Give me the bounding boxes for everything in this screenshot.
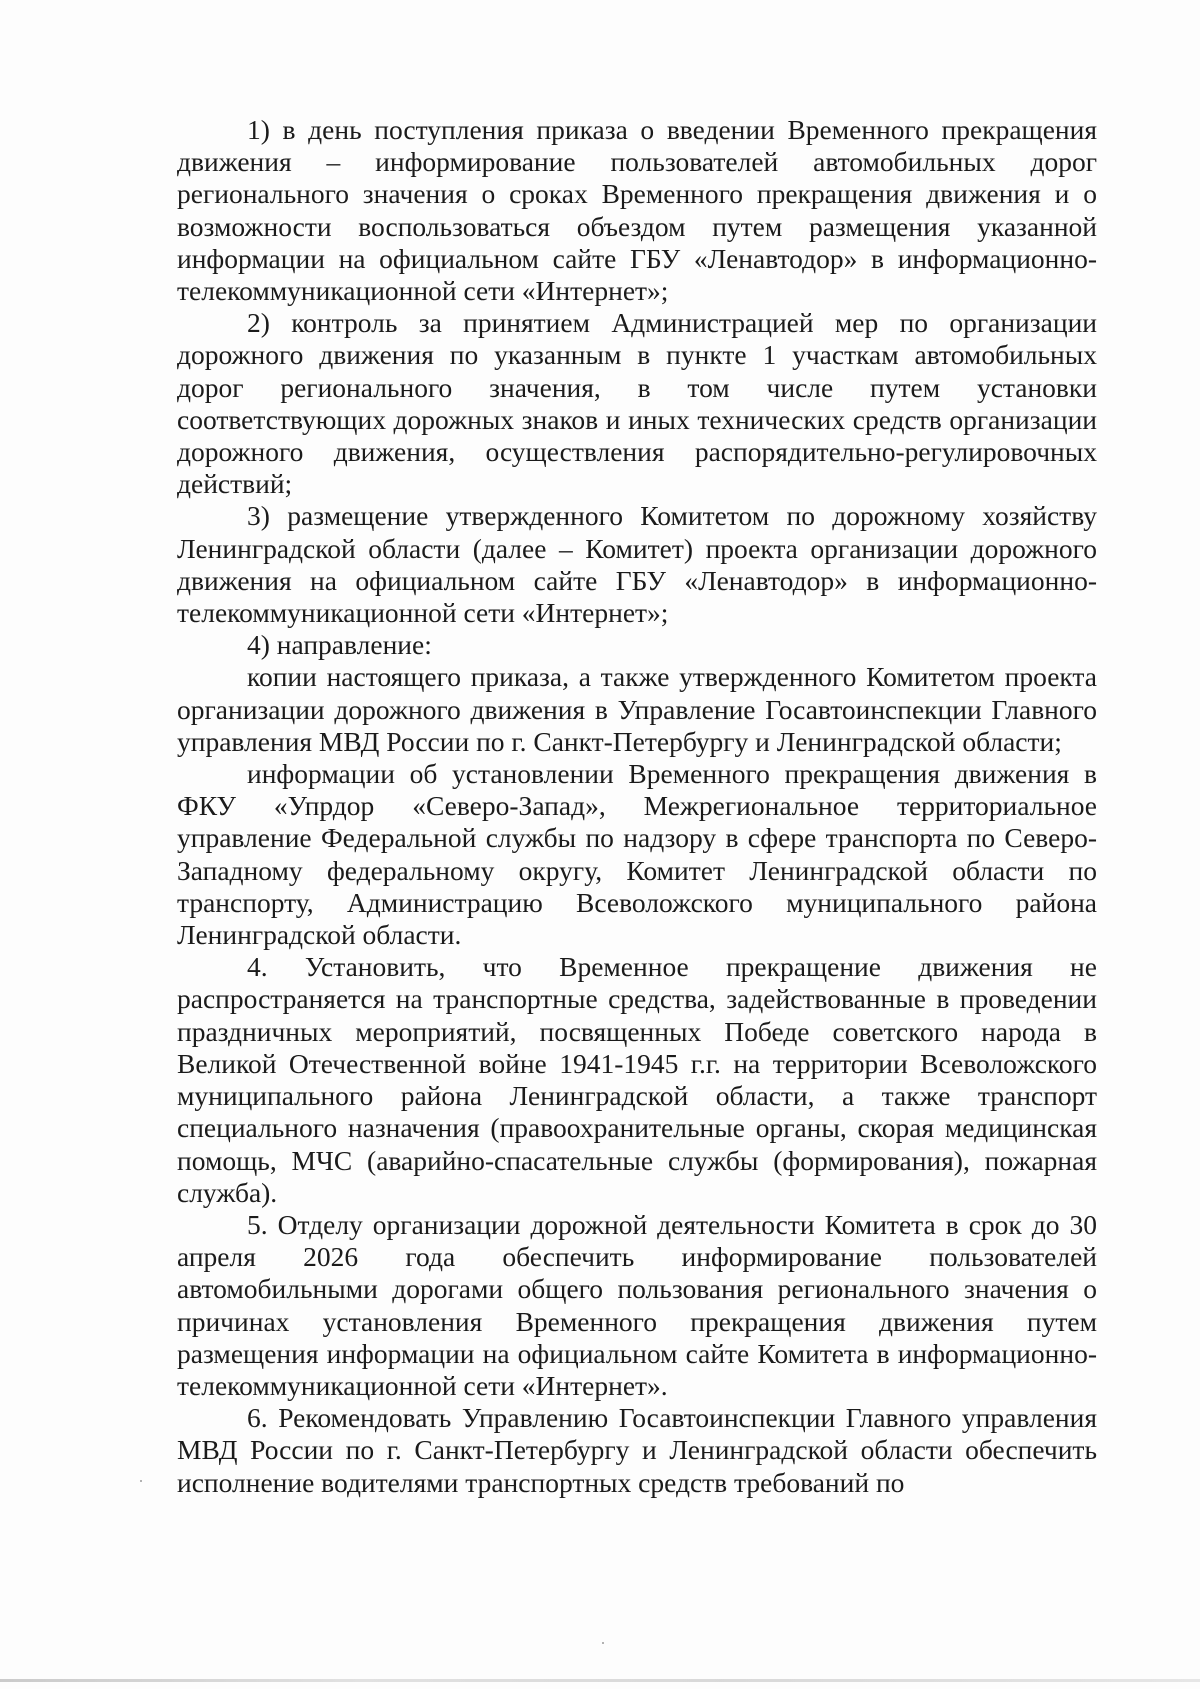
paragraph-item-4-direction-heading: 4) направление: xyxy=(247,629,432,661)
paragraph-item-2-traffic-control: 2) контроль за принятием Администрацией мер по организации дорожного движения по указанным в пункте 1 участкам автомобильных дорог регионального значения, в том числе путем установки соответствующих дорожных знаков и иных технических средств организации дорожного движения, осуществления распорядительно-регулировочных действий; xyxy=(177,307,1097,500)
paragraph-clause-5-informing: 5. Отделу организации дорожной деятельности Комитета в срок до 30 апреля 2026 года обеспечить информирование пользователей автомобильными дорогами общего пользования регионального значения о причинах установления Временного прекращения движения путем размещения информации на официальном сайте Комитета в информационно-телекоммуникационной сети «Интернет». xyxy=(177,1208,1097,1401)
paragraph-order-copies: копии настоящего приказа, а также утвержденного Комитетом проекта организации дорожного движения в Управление Госавтоинспекции Главного управления МВД России по г. Санкт-Петербургу и Ленинградской области; xyxy=(177,661,1097,757)
paragraph-item-1-info-users: 1) в день поступления приказа о введении Временного прекращения движения – информирование пользователей автомобильных дорог регионального значения о сроках Временного прекращения движения и о возможности воспользоваться объездом путем размещения указанной информации на официальном сайте ГБУ «Ленавтодор» в информационно-телекоммуникационной сети «Интернет»; xyxy=(177,114,1097,307)
paragraph-closure-information: информации об установлении Временного прекращения движения в ФКУ «Упрдор «Северо-Запад», Межрегиональное территориальное управление Федеральной службы по надзору в сфере транспорта по Северо-Западному федеральному округу, Комитет Ленинградской области по транспорту, Администрацию Всеволожского муниципального района Ленинградской области. xyxy=(177,758,1097,951)
paragraph-item-3-project-publication: 3) размещение утвержденного Комитетом по дорожному хозяйству Ленинградской области (далее – Комитет) проекта организации дорожного движения на официальном сайте ГБУ «Ленавтодор» в информационно-телекоммуникационной сети «Интернет»; xyxy=(177,500,1097,629)
scan-speck xyxy=(140,1480,142,1482)
scan-bottom-edge xyxy=(0,1679,1200,1682)
document-body xyxy=(177,114,1097,1499)
scan-speck xyxy=(602,1642,604,1644)
paragraph-clause-6-recommendation: 6. Рекомендовать Управлению Госавтоинспекции Главного управления МВД России по г. Санкт-Петербургу и Ленинградской области обеспечить исполнение водителями транспортных средств требований по xyxy=(177,1402,1097,1498)
paragraph-clause-4-exemptions: 4. Установить, что Временное прекращение движения не распространяется на транспортные средства, задействованные в проведении праздничных мероприятий, посвященных Победе советского народа в Великой Отечественной войне 1941-1945 г.г. на территории Всеволожского муниципального района Ленинградской области, а также транспорт специального назначения (правоохранительные органы, скорая медицинская помощь, МЧС (аварийно-спасательные службы (формирования), пожарная служба). xyxy=(177,951,1097,1208)
